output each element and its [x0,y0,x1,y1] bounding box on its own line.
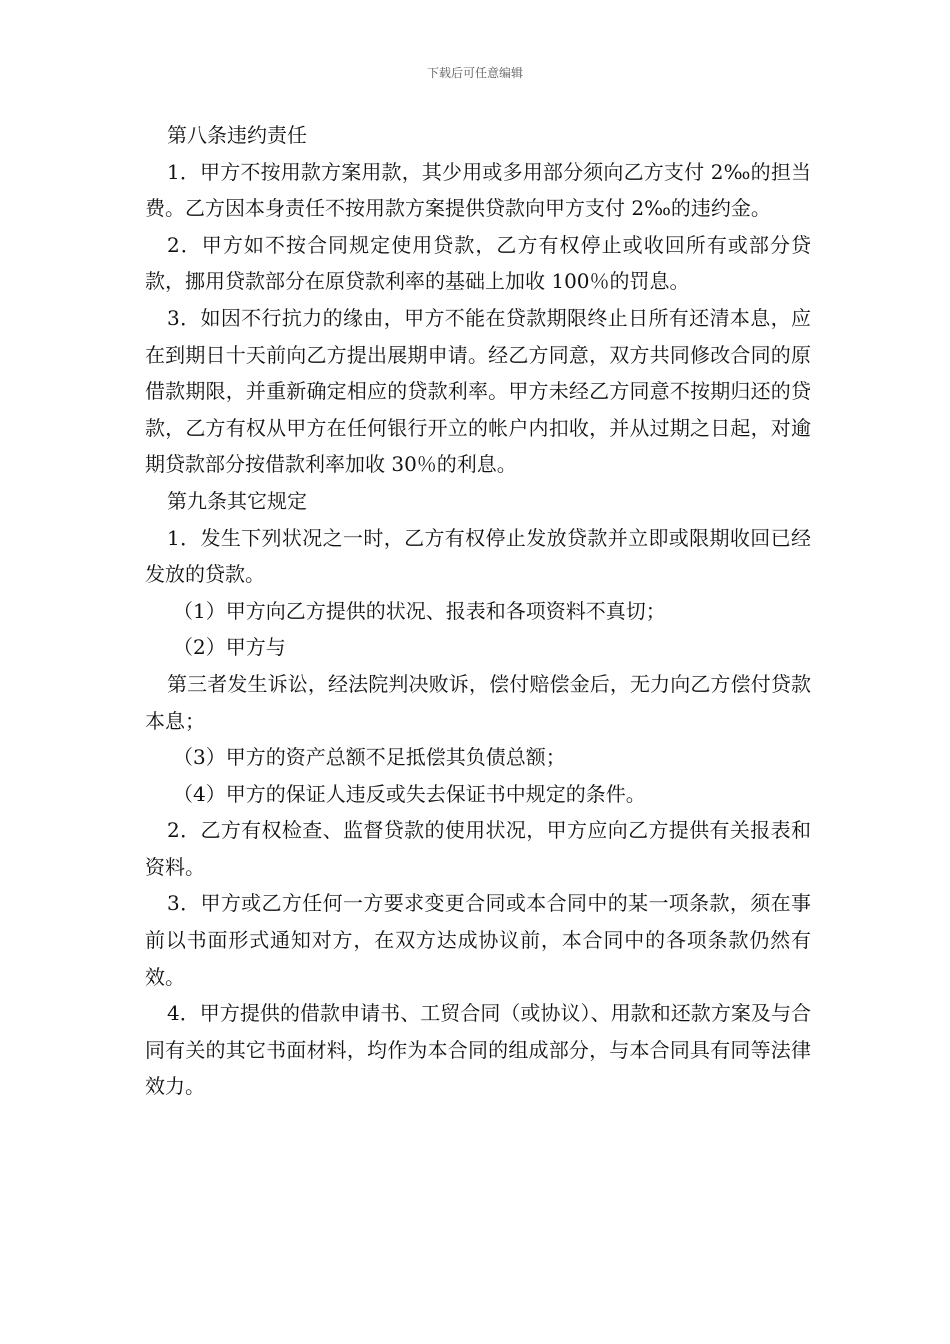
article-8-clause-1: 1．甲方不按用款方案用款，其少用或多用部分须向乙方支付 2‰的担当费。乙方因本身责任不按用款方案提供贷款向甲方支付 2‰的违约金。 [145,159,811,221]
article-9-clause-4: 4．甲方提供的借款申请书、工贸合同（或协议）、用款和还款方案及与合同有关的其它书面材料，均作为本合同的组成部分，与本合同具有同等法律效力。 [145,1001,811,1099]
article-9-item-4: （4）甲方的保证人违反或失去保证书中规定的条件。 [173,781,646,806]
article-9-clause-1: 1．发生下列状况之一时，乙方有权停止发放贷款并立即或限期收回已经发放的贷款。 [145,525,811,587]
article-9-item-1: （1）甲方向乙方提供的状况、报表和各项资料不真切； [173,598,666,623]
article-8-heading: 第八条违约责任 [167,123,307,147]
article-9-item-3: （3）甲方的资产总额不足抵偿其负债总额； [173,745,566,770]
article-9-clause-3: 3．甲方或乙方任何一方要求变更合同或本合同中的某一项条款，须在事前以书面形式通知对方，在双方达成协议前，本合同中的各项条款仍然有效。 [145,891,811,989]
article-9-clause-2: 2．乙方有权检查、监督贷款的使用状况，甲方应向乙方提供有关报表和资料。 [145,818,811,879]
article-9-item-2: （2）甲方与 [173,635,286,660]
article-9-item-2-continued: 第三者发生诉讼，经法院判决败诉，偿付赔偿金后，无力向乙方偿付贷款本息； [145,671,811,733]
document-body [145,117,811,1105]
article-8-clause-2: 2．甲方如不按合同规定使用贷款，乙方有权停止或收回所有或部分贷款，挪用贷款部分在原贷款利率的基础上加收 100％的罚息。 [145,232,811,294]
page-header: 下载后可任意编辑 [426,66,523,80]
article-9-heading: 第九条其它规定 [167,488,307,513]
article-8-clause-3: 3．如因不行抗力的缘由，甲方不能在贷款期限终止日所有还清本息，应在到期日十天前向乙方提出展期申请。经乙方同意，双方共同修改合同的原借款期限，并重新确定相应的贷款利率。甲方未经乙方同意不按期归还的贷款，乙方有权从甲方在任何银行开立的帐户内扣收，并从过期之日起，对逾期贷款部分按借款利率加收 30％的利息。 [145,305,811,477]
